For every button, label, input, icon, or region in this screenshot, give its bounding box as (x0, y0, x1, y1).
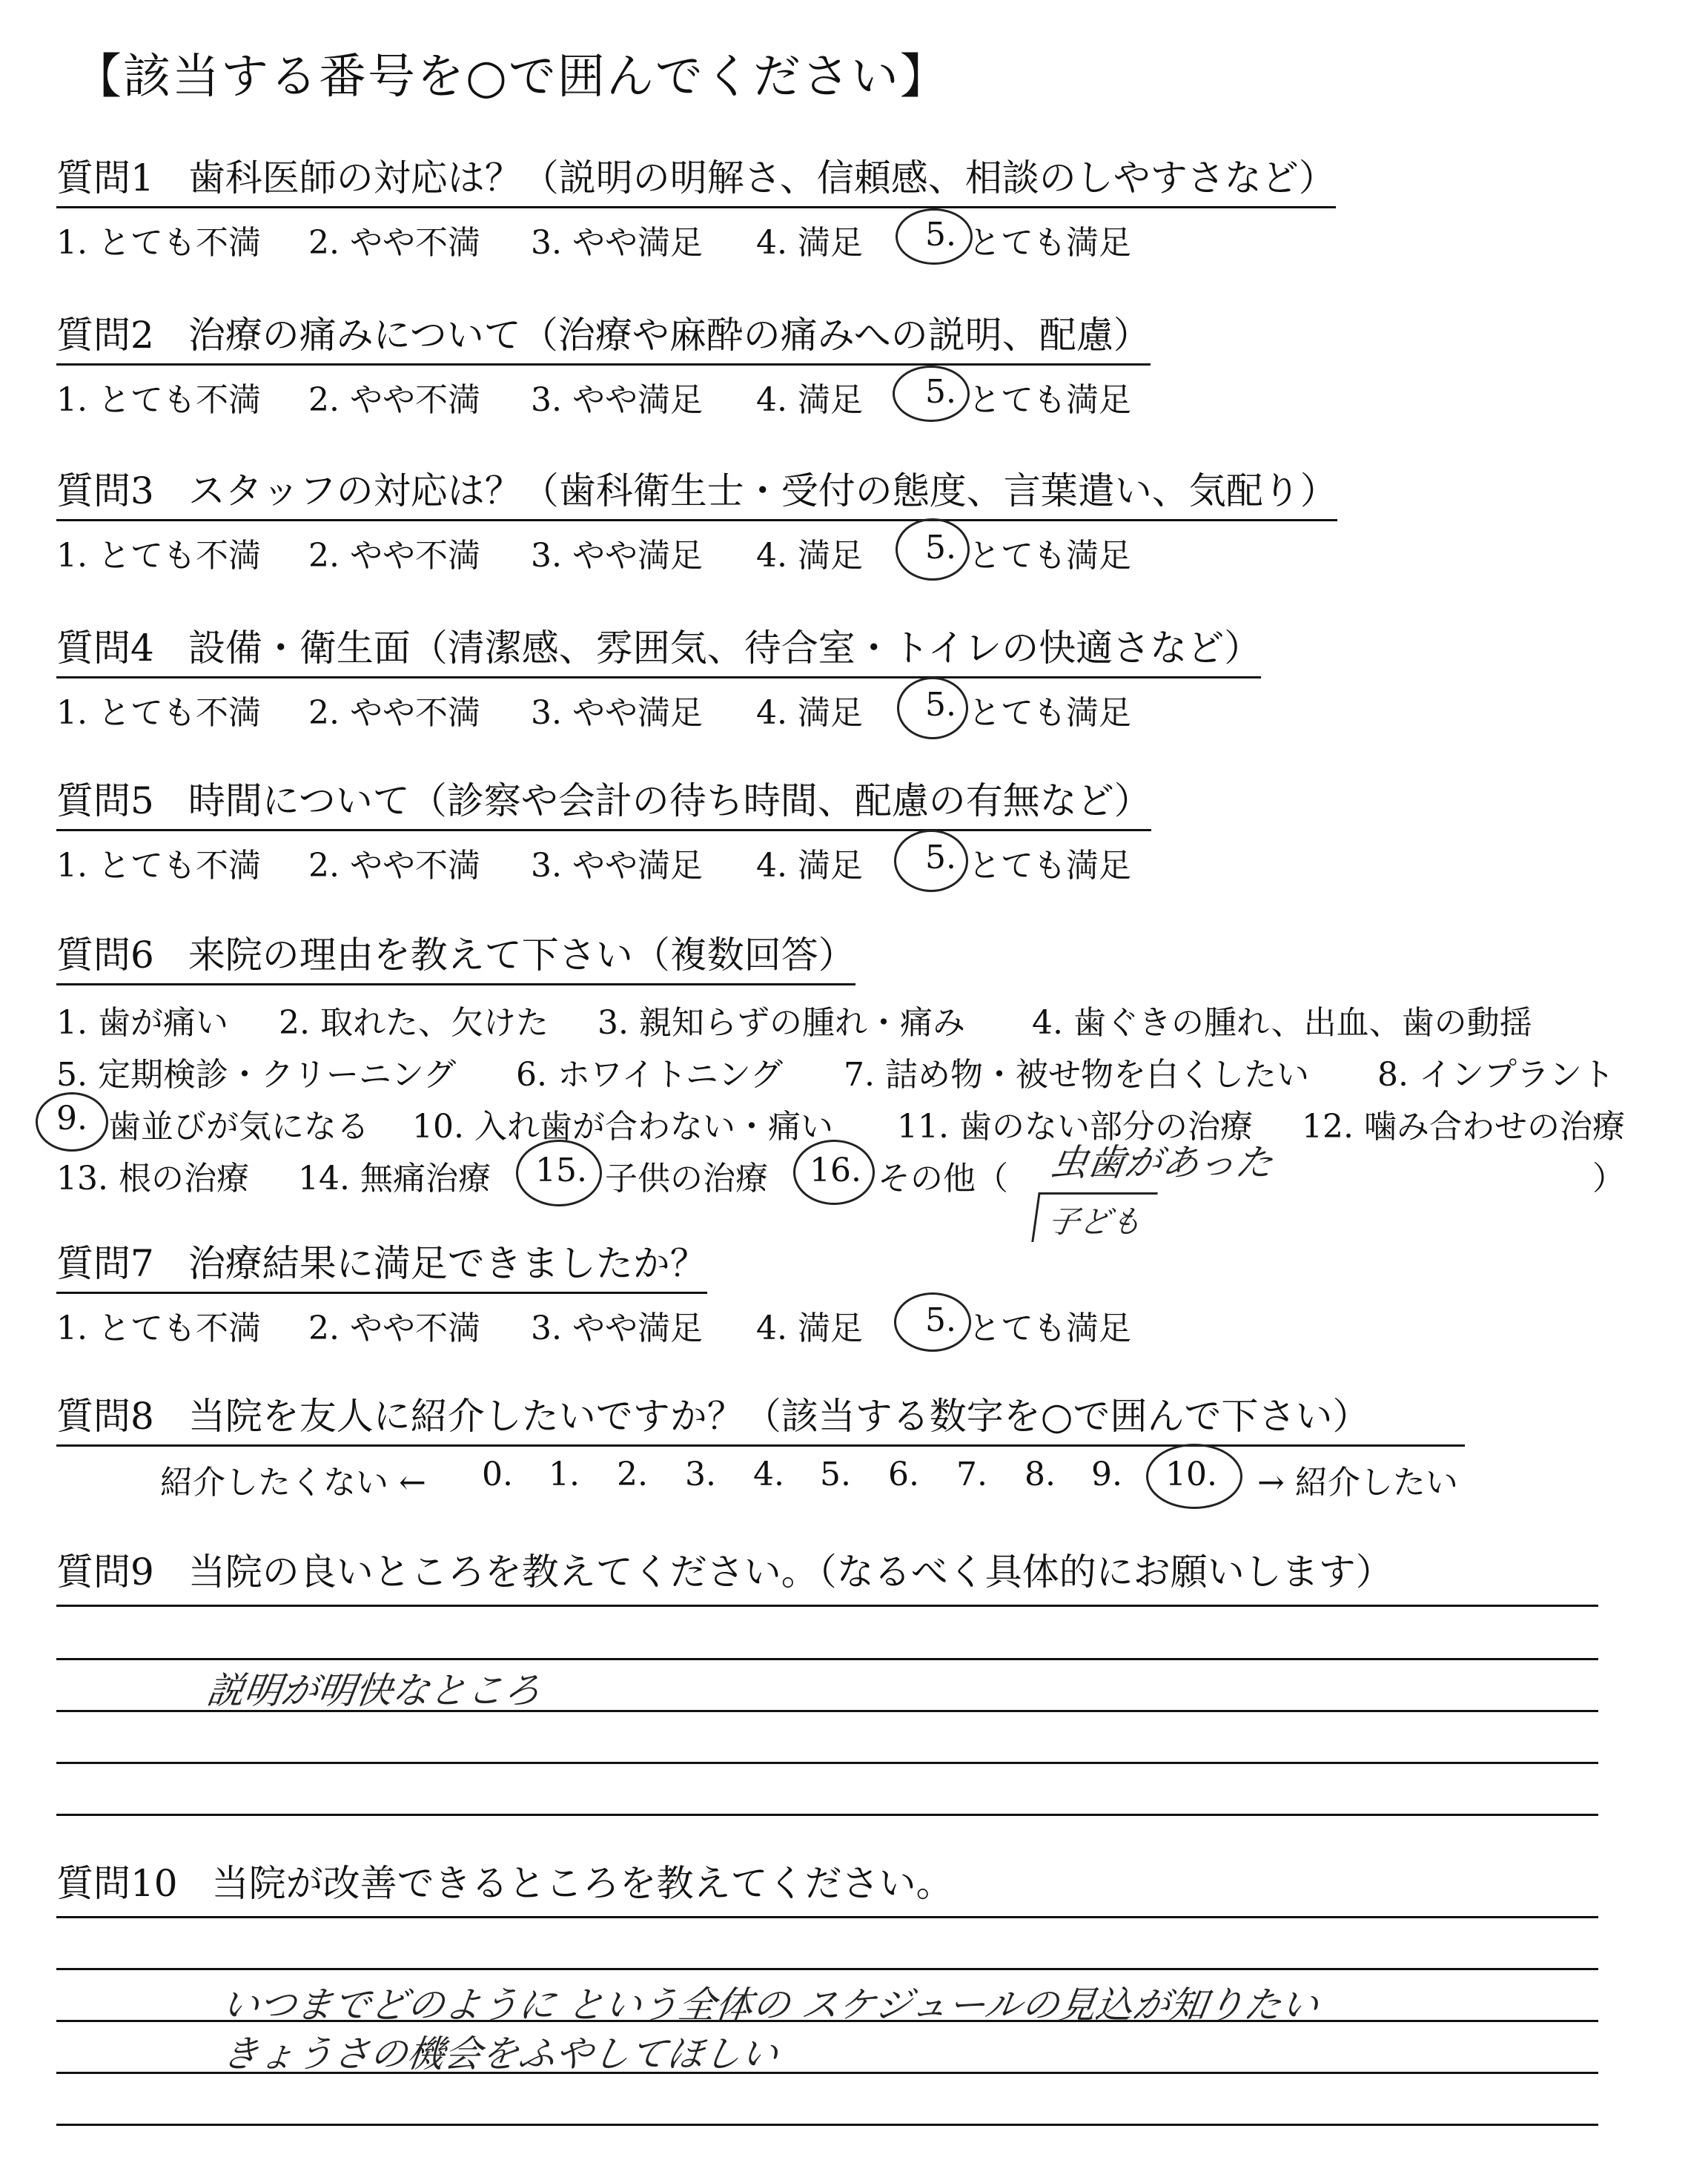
scale-left-label: 紹介したくない ← (160, 1464, 426, 1502)
option-2[interactable]: 2. やや不満 (308, 224, 480, 262)
reason-row-1 (56, 996, 1532, 1048)
question-9 (56, 1542, 1393, 1596)
answer-line (56, 1968, 1598, 1970)
reason-13[interactable]: 13. 根の治療 (56, 1160, 249, 1198)
rating-options (56, 529, 1337, 573)
question-number: 質問2 (56, 314, 154, 357)
rating-options (56, 1301, 1131, 1347)
reason-12[interactable]: 12. 噛み合わせの治療 (1302, 1108, 1625, 1146)
option-4[interactable]: 4. 満足 (756, 224, 863, 262)
reason-3[interactable]: 3. 親知らずの腫れ・痛み (598, 1004, 965, 1042)
scale-5[interactable]: 5. (820, 1456, 851, 1493)
page-title: 【該当する番号を○で囲んでください】 (74, 50, 949, 105)
scale-1[interactable]: 1. (549, 1456, 580, 1493)
reason-10[interactable]: 10. 入れ歯が合わない・痛い (412, 1108, 833, 1146)
reason-6[interactable]: 6. ホワイトニング (516, 1056, 784, 1094)
selection-circle (896, 208, 973, 265)
selection-circle (894, 830, 968, 892)
option-2[interactable]: 2. やや不満 (308, 847, 480, 885)
question-number: 質問9 (56, 1550, 154, 1593)
reason-4[interactable]: 4. 歯ぐきの腫れ、出血、歯の動揺 (1032, 1004, 1532, 1042)
selection-circle (893, 366, 970, 422)
rating-options (56, 373, 1151, 417)
option-1[interactable]: 1. とても不満 (56, 381, 261, 419)
option-1[interactable]: 1. とても不満 (56, 847, 261, 885)
question-number: 質問6 (56, 934, 154, 977)
scale-8[interactable]: 8. (1025, 1456, 1056, 1493)
answer-line (56, 1762, 1598, 1764)
option-5[interactable]: 5. (925, 686, 956, 724)
option-3[interactable]: 3. やや満足 (531, 1309, 703, 1347)
option-3[interactable]: 3. やや満足 (531, 847, 703, 885)
option-1[interactable]: 1. とても不満 (56, 1309, 261, 1347)
option-2[interactable]: 2. やや不満 (308, 1309, 480, 1347)
recommend-scale (56, 1456, 1465, 1507)
option-2[interactable]: 2. やや不満 (308, 537, 480, 575)
option-5-label: とても満足 (968, 537, 1131, 575)
answer-line (56, 2124, 1598, 2126)
question-4 (56, 618, 1261, 730)
reason-other-label: その他（ (878, 1160, 1008, 1198)
other-handwritten-note: 子ども (1031, 1192, 1157, 1242)
reason-1[interactable]: 1. 歯が痛い (56, 1004, 228, 1042)
option-4[interactable]: 4. 満足 (756, 1309, 863, 1347)
reason-2[interactable]: 2. 取れた、欠けた (279, 1004, 549, 1042)
option-4[interactable]: 4. 満足 (756, 381, 863, 419)
option-1[interactable]: 1. とても不満 (56, 224, 261, 262)
scale-7[interactable]: 7. (956, 1456, 987, 1493)
reason-other-close: ） (1592, 1160, 1625, 1198)
option-5-label: とても満足 (968, 847, 1131, 885)
reason-7[interactable]: 7. 詰め物・被せ物を白くしたい (844, 1056, 1309, 1094)
question-text: 治療結果に満足できましたか？ (188, 1242, 707, 1285)
selection-circle (897, 677, 968, 739)
question-text: 治療の痛みについて（治療や麻酔の痛みへの説明、配慮） (188, 314, 1151, 357)
question-number: 質問8 (56, 1395, 154, 1438)
reason-15[interactable]: 15. (535, 1152, 587, 1189)
option-1[interactable]: 1. とても不満 (56, 537, 261, 575)
scale-2[interactable]: 2. (617, 1456, 648, 1493)
question-text: 設備・衛生面（清潔感、雰囲気、待合室・トイレの快適さなど） (188, 627, 1262, 670)
rating-options (56, 839, 1151, 883)
question-text: スタッフの対応は？（歯科衛生士・受付の態度、言葉遣い、気配り） (188, 469, 1337, 512)
question-number: 質問3 (56, 469, 154, 512)
option-5-label: とても満足 (968, 1309, 1131, 1347)
scale-4[interactable]: 4. (753, 1456, 784, 1493)
reason-row-3 (56, 1100, 1625, 1152)
scale-9[interactable]: 9. (1091, 1456, 1122, 1493)
option-2[interactable]: 2. やや不満 (308, 381, 480, 419)
question-number: 質問10 (56, 1862, 178, 1905)
option-4[interactable]: 4. 満足 (756, 537, 863, 575)
option-3[interactable]: 3. やや満足 (531, 224, 703, 262)
question-8 (56, 1387, 1465, 1507)
answer-line (56, 1916, 1598, 1918)
reason-9-label: 歯並びが気になる (108, 1108, 369, 1146)
selection-circle (896, 518, 970, 581)
question-text: 時間について（診察や会計の待ち時間、配慮の有無など） (188, 779, 1151, 822)
option-2[interactable]: 2. やや不満 (308, 694, 480, 732)
reason-14[interactable]: 14. 無痛治療 (298, 1160, 491, 1198)
option-5-label: とても満足 (968, 224, 1131, 262)
answer-line (56, 1658, 1598, 1660)
question-text: 歯科医師の対応は？（説明の明解さ、信頼感、相談のしやすさなど） (188, 156, 1336, 199)
q10-handwritten-answer-1[interactable]: いつまでどのように という全体の スケジュールの見込が知りたい (219, 1984, 1322, 2027)
rating-options (56, 686, 1261, 730)
question-text: 当院の良いところを教えてください。（なるべく具体的にお願いします） (188, 1550, 1393, 1593)
scale-0[interactable]: 0. (482, 1456, 513, 1493)
question-text: 当院が改善できるところを教えてください。 (211, 1862, 953, 1905)
option-5-label: とても満足 (968, 381, 1131, 419)
reason-row-2 (56, 1048, 1615, 1100)
question-7 (56, 1234, 1131, 1347)
option-1[interactable]: 1. とても不満 (56, 694, 261, 732)
option-3[interactable]: 3. やや満足 (531, 537, 703, 575)
option-4[interactable]: 4. 満足 (756, 694, 863, 732)
option-5[interactable]: 5. (925, 839, 956, 876)
question-2 (56, 305, 1151, 417)
q9-handwritten-answer[interactable]: 説明が明快なところ (204, 1669, 544, 1712)
answer-line (56, 1605, 1598, 1607)
reason-5[interactable]: 5. 定期検診・クリーニング (56, 1056, 457, 1094)
reason-11[interactable]: 11. 歯のない部分の治療 (897, 1108, 1253, 1146)
question-10 (56, 1854, 953, 1907)
option-5[interactable]: 5. (925, 1301, 956, 1339)
other-handwritten-answer: 虫歯があった (1047, 1141, 1277, 1184)
scale-right-label: → 紹介したい (1257, 1464, 1458, 1502)
scale-10[interactable]: 10. (1165, 1456, 1217, 1493)
question-number: 質問5 (56, 779, 154, 822)
question-number: 質問7 (56, 1242, 154, 1285)
question-number: 質問4 (56, 627, 154, 670)
reason-8[interactable]: 8. インプラント (1377, 1056, 1615, 1094)
question-text: 来院の理由を教えて下さい（複数回答） (188, 934, 855, 977)
question-5 (56, 771, 1151, 883)
question-number: 質問1 (56, 156, 154, 199)
question-3 (56, 461, 1337, 573)
rating-options (56, 216, 1336, 260)
scale-3[interactable]: 3. (685, 1456, 716, 1493)
reason-9[interactable]: 9. (56, 1100, 87, 1137)
reason-16[interactable]: 16. (810, 1152, 861, 1189)
option-3[interactable]: 3. やや満足 (531, 381, 703, 419)
option-5[interactable]: 5. (925, 529, 956, 567)
option-5-label: とても満足 (968, 694, 1131, 732)
scale-6[interactable]: 6. (888, 1456, 919, 1493)
option-5[interactable]: 5. (925, 216, 956, 254)
question-1 (56, 148, 1336, 260)
answer-line (56, 1814, 1598, 1816)
question-text: 当院を友人に紹介したいですか？（該当する数字を○で囲んで下さい） (188, 1395, 1370, 1438)
q10-handwritten-answer-2[interactable]: きょうさの機会をふやしてほしい (219, 2032, 781, 2075)
reason-15-label: 子供の治療 (605, 1160, 768, 1198)
selection-circle (894, 1292, 971, 1352)
option-3[interactable]: 3. やや満足 (531, 694, 703, 732)
option-5[interactable]: 5. (925, 373, 956, 411)
option-4[interactable]: 4. 満足 (756, 847, 863, 885)
